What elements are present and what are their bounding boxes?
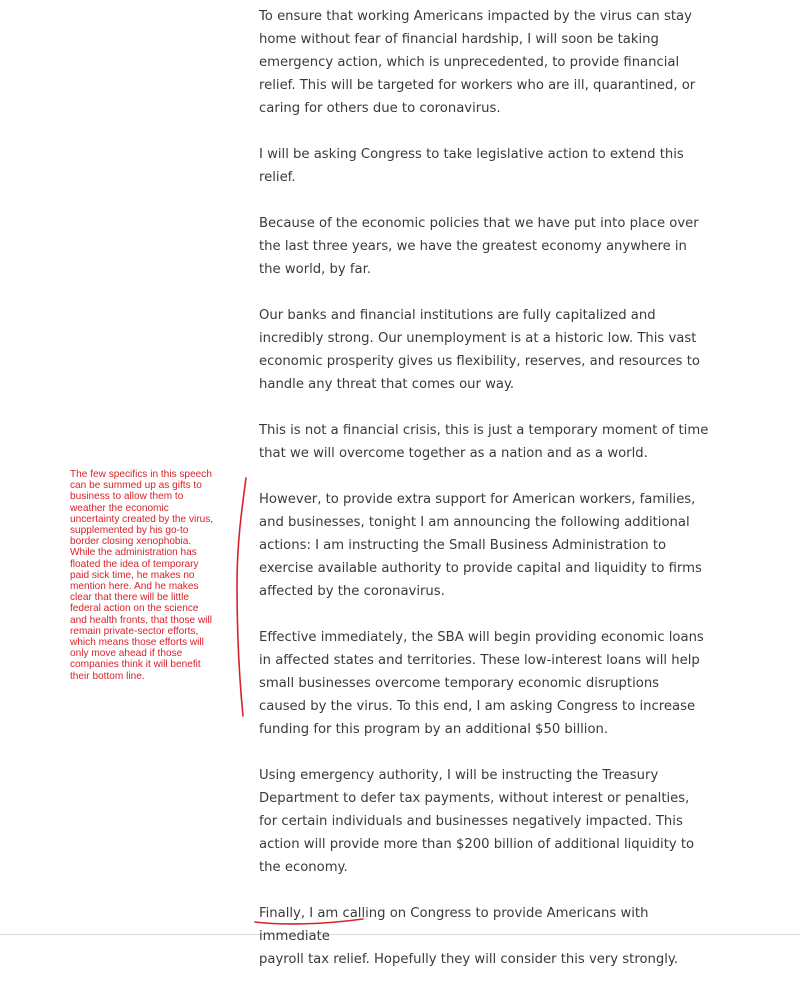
paragraph-payroll-tax <box>259 902 709 971</box>
paragraph-sba-actions: However, to provide extra support for American workers, families, and businesses, tonight I am announcing the following additional actions: I am instructing the Small Business Administration to exercise available authority to provide capital and liquidity to firms affected by the coronavirus. <box>259 492 702 599</box>
margin-annotation: The few specifics in this speech can be summed up as gifts to business to allow them to weather the economic uncertainty created by the virus, supplemented by his go-to border closing xenophobia. While the administration has floated the idea of temporary paid sick time, he makes no mention here. And he makes clear that there will be little federal action on the science and health fronts, that those will remain private-sector efforts, which means those efforts will only move ahead if those companies think it will benefit their bottom line. <box>70 469 214 682</box>
payroll-before-text: Finally, I am calling on Congress to provide Americans with immediate <box>259 906 649 944</box>
payroll-tax-relief-highlight: payroll tax relief. <box>259 952 370 967</box>
paragraph-economy: Because of the economic policies that we have put into place over the last three years, we have the greatest economy anywhere in the world, by far. <box>259 216 699 277</box>
paragraph-treasury: Using emergency authority, I will be instructing the Treasury Department to defer tax payments, without interest or penalties, for certain individuals and businesses negatively impacted. This action will provide more than $200 billion of additional liquidity to the economy. <box>259 768 695 875</box>
payroll-after-text: Hopefully they will consider this very strongly. <box>369 952 679 967</box>
paragraph-not-crisis: This is not a financial crisis, this is just a temporary moment of time that we will overcome together as a nation and as a world. <box>259 423 709 461</box>
paragraph-sba-loans: Effective immediately, the SBA will begin providing economic loans in affected states and territories. These low-interest loans will help small businesses overcome temporary economic disruptions caused by the virus. To this end, I am asking Congress to increase funding for this program by an additional $50 billion. <box>259 630 704 737</box>
paragraph-banks: Our banks and financial institutions are fully capitalized and incredibly strong. Our unemployment is at a historic low. This vast economic prosperity gives us flexibility, reserves, and resources to handle any threat that comes our way. <box>259 308 700 392</box>
speech-text <box>259 5 709 994</box>
paragraph-relief: To ensure that working Americans impacted by the virus can stay home without fear of financial hardship, I will soon be taking emergency action, which is unprecedented, to provide financial relief. This will be targeted for workers who are ill, quarantined, or caring for others due to coronavirus. <box>259 9 696 116</box>
margin-bracket-line <box>237 478 246 716</box>
paragraph-congress-extend: I will be asking Congress to take legislative action to extend this relief. <box>259 147 684 185</box>
